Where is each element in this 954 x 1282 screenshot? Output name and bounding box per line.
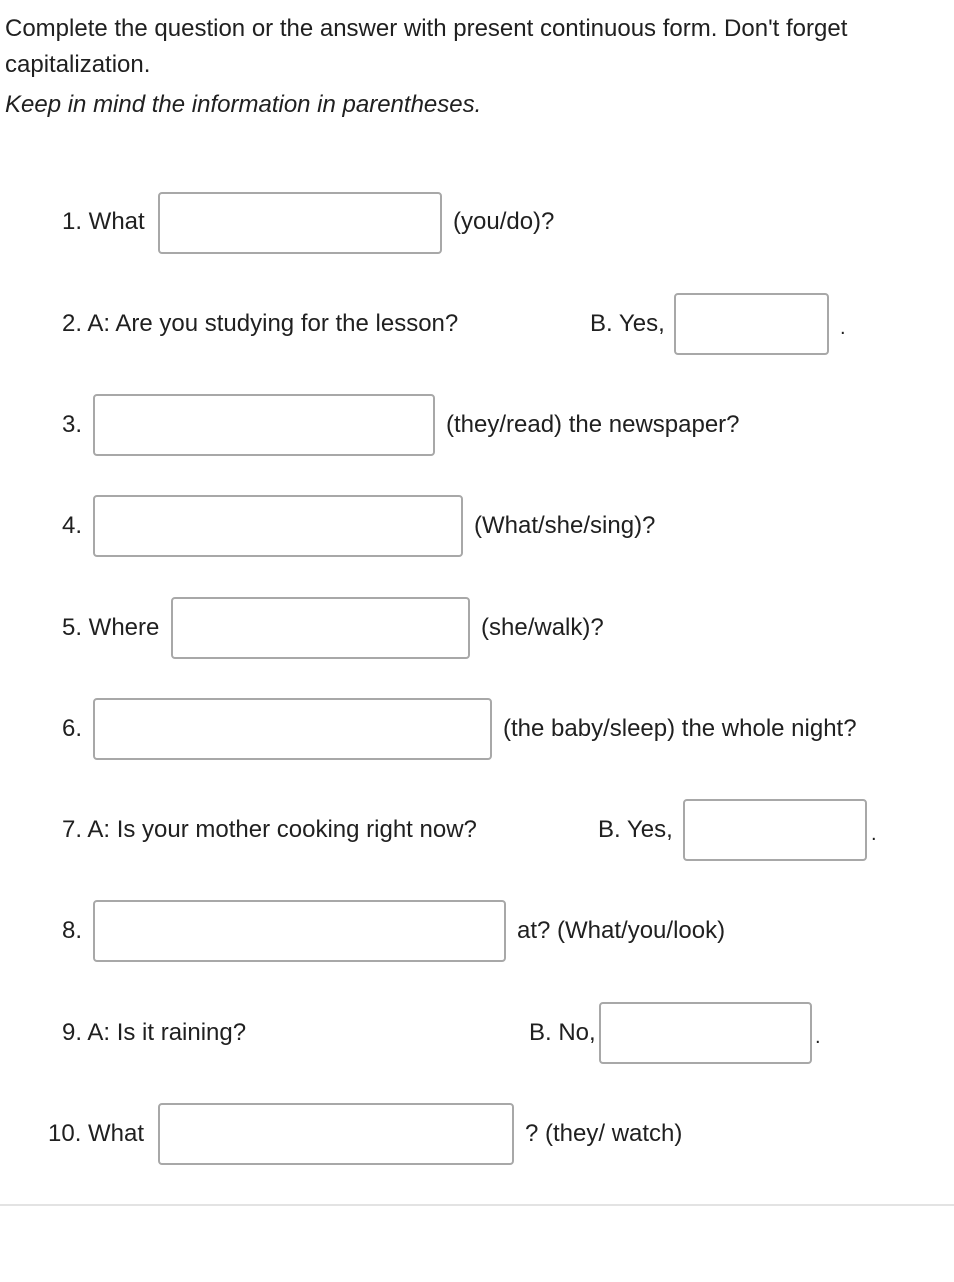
q2-answer-prefix: B. Yes,: [590, 310, 665, 337]
q5-prefix: 5. Where: [62, 614, 160, 641]
q4-answer-input[interactable]: [93, 495, 463, 557]
q2-question: 2. A: Are you studying for the lesson?: [62, 310, 459, 337]
q5-answer-input[interactable]: [171, 597, 470, 659]
q9-period: .: [815, 1026, 821, 1048]
q7-answer-input[interactable]: [683, 799, 867, 861]
q10-hint: ? (they/ watch): [525, 1120, 683, 1147]
q3-answer-input[interactable]: [93, 394, 435, 456]
instructions: [5, 11, 935, 123]
q2-answer-input[interactable]: [674, 293, 829, 355]
q9-question: 9. A: Is it raining?: [62, 1019, 247, 1046]
q7-period: .: [871, 823, 877, 845]
q3-prefix: 3.: [62, 411, 83, 438]
q6-prefix: 6.: [62, 715, 83, 742]
q9-answer-input[interactable]: [599, 1002, 812, 1064]
q2-period: .: [840, 317, 846, 339]
q1-prefix: 1. What: [62, 208, 145, 235]
q8-hint: at? (What/you/look): [517, 917, 726, 944]
q6-hint: (the baby/sleep) the whole night?: [503, 715, 857, 742]
q8-answer-input[interactable]: [93, 900, 506, 962]
q9-answer-prefix: B. No,: [529, 1019, 596, 1046]
q4-prefix: 4.: [62, 512, 83, 539]
q8-prefix: 8.: [62, 917, 83, 944]
instructions-note: Keep in mind the information in parentheses.: [5, 91, 482, 118]
q7-question: 7. A: Is your mother cooking right now?: [62, 816, 477, 843]
q7-answer-prefix: B. Yes,: [598, 816, 673, 843]
q4-hint: (What/she/sing)?: [474, 512, 656, 539]
instructions-text: Complete the question or the answer with present continuous form. Don't forget capitalization.: [5, 15, 848, 78]
q10-prefix: 10. What: [48, 1120, 145, 1147]
q10-answer-input[interactable]: [158, 1103, 514, 1165]
q1-answer-input[interactable]: [158, 192, 442, 254]
q3-hint: (they/read) the newspaper?: [446, 411, 740, 438]
q1-hint: (you/do)?: [453, 208, 555, 235]
bottom-divider: [0, 1204, 954, 1206]
q5-hint: (she/walk)?: [481, 614, 604, 641]
q6-answer-input[interactable]: [93, 698, 492, 760]
